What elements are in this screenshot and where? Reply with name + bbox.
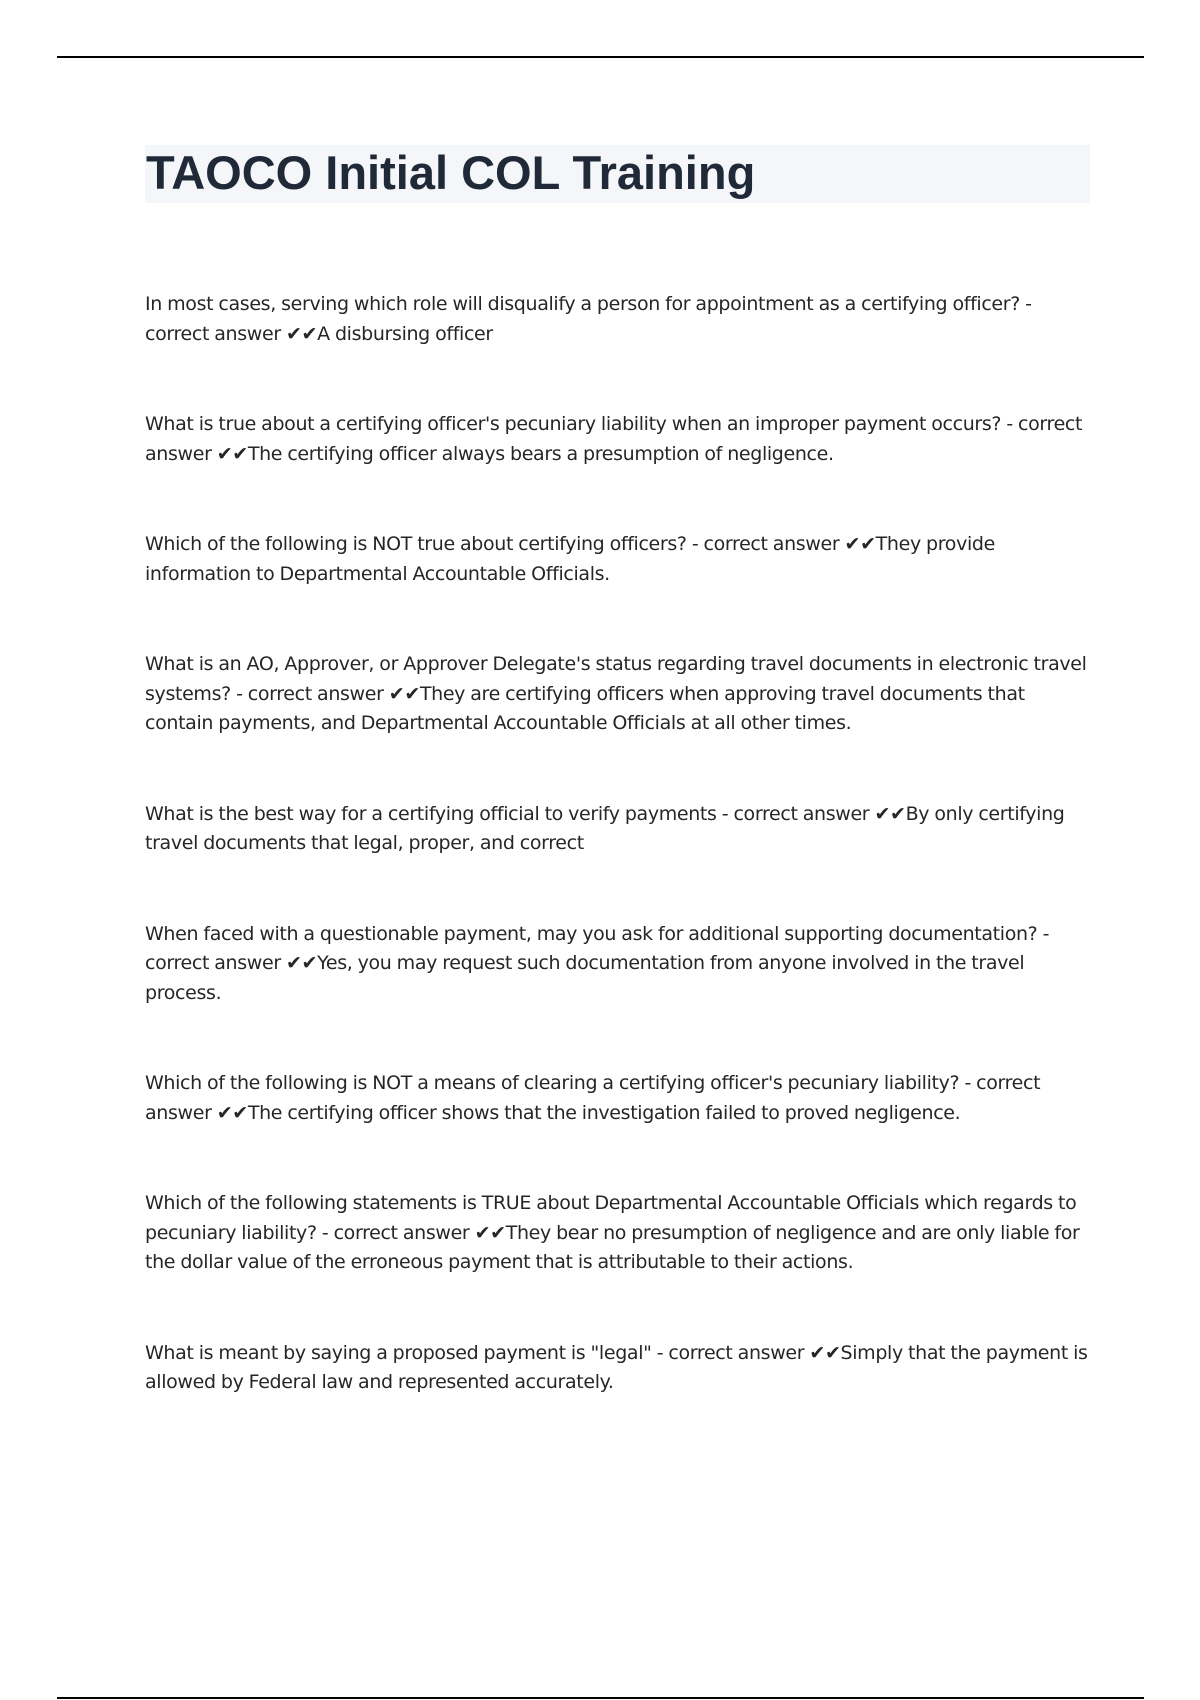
answer-text: The certifying officer shows that the investigation failed to proved negligence.	[247, 1101, 961, 1124]
answer-text: Simply that the payment is allowed by Federal law and represented accurately.	[145, 1341, 1088, 1393]
question-text: What is an AO, Approver, or Approver Delegate's status regarding travel documents in electronic travel systems?	[145, 653, 1087, 705]
question-text: When faced with a questionable payment, may you ask for additional supporting documentation?	[145, 922, 1038, 945]
answer-text: They are certifying officers when approving travel documents that contain payments, and Departmental Accountable Officials at all other times.	[145, 682, 1025, 734]
question-text: Which of the following statements is TRUE about Departmental Accountable Officials which regards to pecuniary liability?	[145, 1192, 1077, 1244]
answer-separator: - correct answer	[230, 682, 389, 705]
qa-item	[145, 920, 1095, 1009]
qa-item	[145, 1189, 1095, 1278]
answer-text: Yes, you may request such documentation from anyone involved in the travel process.	[145, 952, 1025, 1004]
question-text: What is meant by saying a proposed payment is "legal"	[145, 1341, 652, 1364]
check-mark-icon: ✔✔	[809, 1341, 841, 1364]
answer-separator: - correct answer	[686, 533, 845, 555]
answer-separator: - correct answer	[716, 802, 875, 825]
answer-text: They bear no presumption of negligence and are only liable for the dollar value of the erroneous payment that is attributable to their actions.	[145, 1221, 1080, 1273]
answer-text: The certifying officer always bears a presumption of negligence.	[247, 442, 834, 465]
top-rule	[57, 56, 1144, 58]
question-text: Which of the following is NOT a means of clearing a certifying officer's pecuniary liability?	[145, 1072, 960, 1094]
answer-text: A disbursing officer	[317, 322, 493, 345]
qa-item	[145, 1069, 1095, 1128]
check-mark-icon: ✔✔	[388, 682, 420, 705]
document-title: TAOCO Initial COL Training	[146, 146, 756, 199]
answer-separator: - correct answer	[651, 1341, 810, 1364]
answer-separator: - correct answer	[145, 413, 1083, 465]
question-text: What is true about a certifying officer's pecuniary liability when an improper payment occurs?	[145, 413, 1002, 435]
answer-separator: - correct answer	[316, 1221, 475, 1244]
question-text: What is the best way for a certifying official to verify payments	[145, 802, 717, 825]
check-mark-icon: ✔✔	[285, 952, 318, 974]
answer-separator: - correct answer	[145, 1072, 1041, 1124]
answer-text: By only certifying travel documents that legal, proper, and correct	[145, 802, 1065, 854]
check-mark-icon: ✔✔	[844, 533, 876, 555]
qa-item	[145, 1339, 1095, 1398]
check-mark-icon: ✔✔	[216, 442, 248, 465]
answer-separator: - correct answer	[145, 293, 1032, 345]
check-mark-icon: ✔✔	[874, 802, 906, 825]
qa-item	[145, 650, 1095, 739]
question-list	[145, 290, 1095, 1459]
question-text: Which of the following is NOT true about certifying officers?	[145, 533, 687, 555]
question-text: In most cases, serving which role will disqualify a person for appointment as a certifying officer?	[145, 293, 1020, 315]
qa-item	[145, 410, 1095, 469]
answer-text: They provide information to Departmental Accountable Officials.	[145, 533, 995, 585]
qa-item	[145, 290, 1095, 349]
check-mark-icon: ✔✔	[474, 1221, 506, 1244]
qa-item	[145, 530, 1095, 589]
bottom-rule	[57, 1697, 1144, 1699]
answer-separator: - correct answer	[145, 922, 1050, 974]
check-mark-icon: ✔✔	[216, 1101, 248, 1124]
qa-item	[145, 800, 1095, 859]
check-mark-icon: ✔✔	[285, 322, 318, 345]
